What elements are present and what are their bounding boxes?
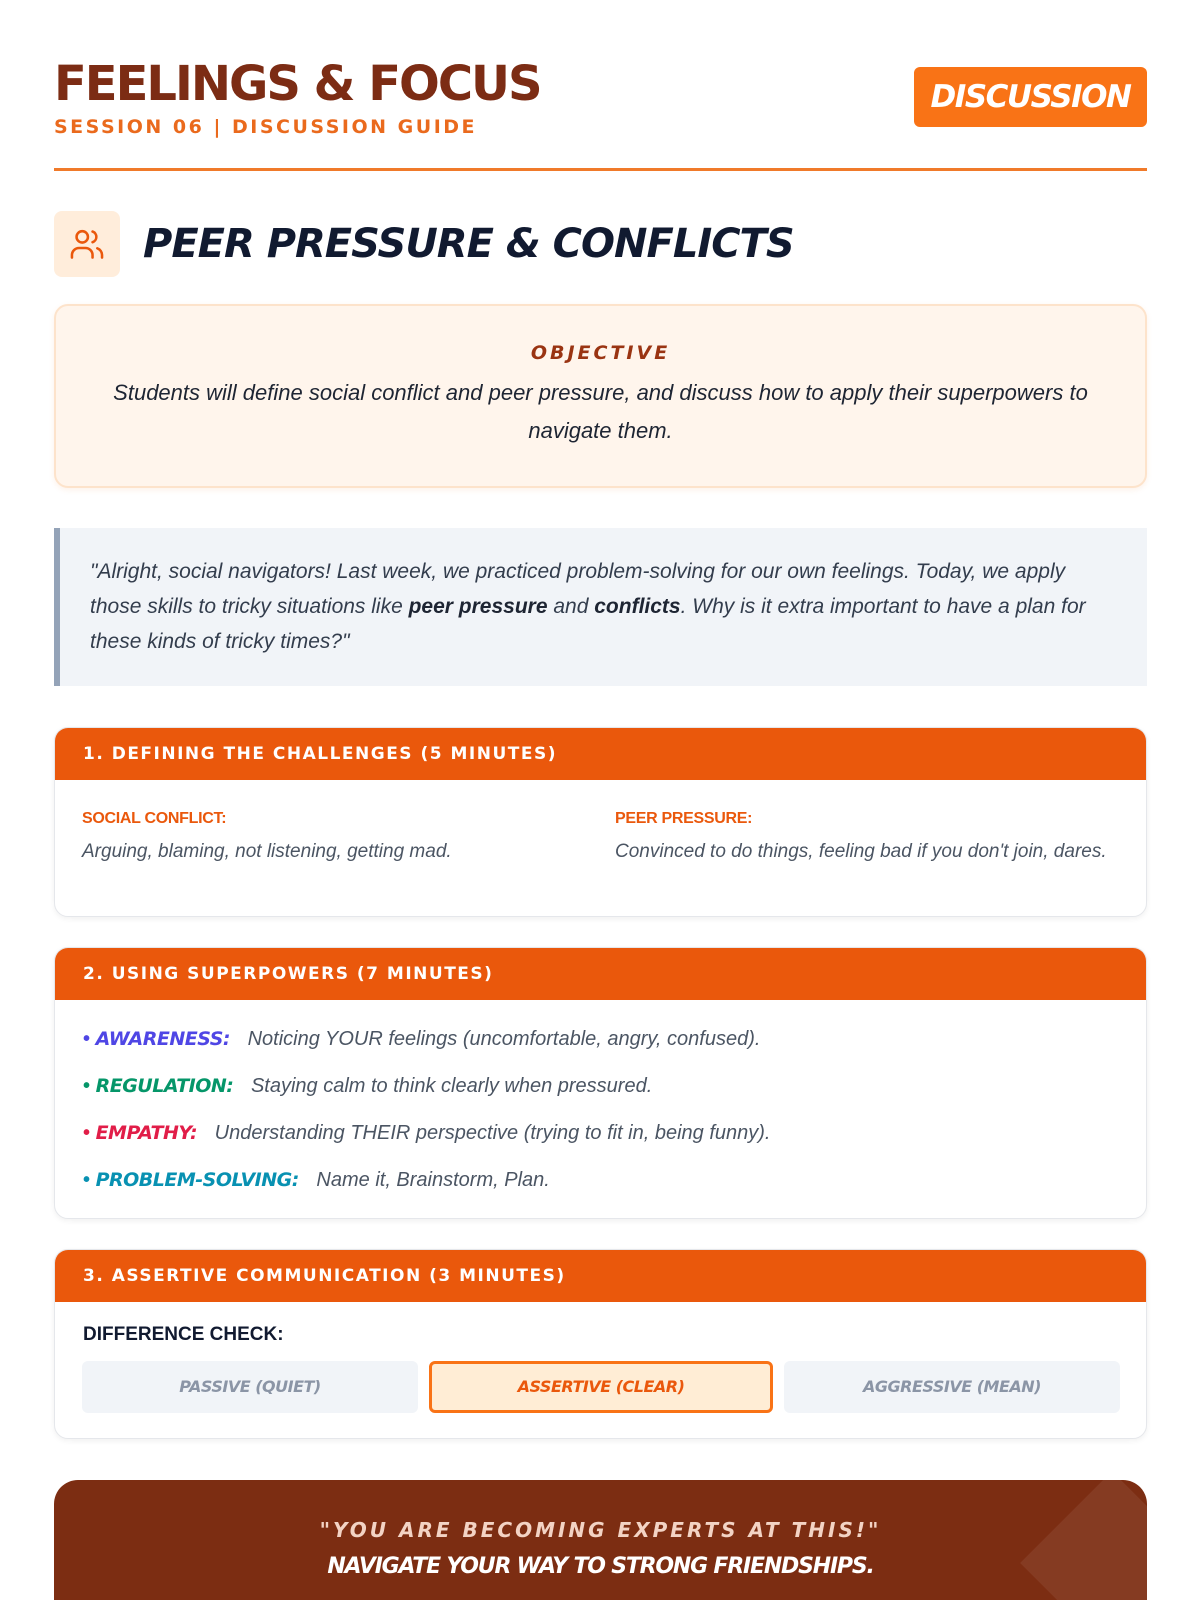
page-title: FEELINGS & FOCUS xyxy=(54,56,541,112)
page-subtitle: SESSION 06 | DISCUSSION GUIDE xyxy=(54,116,478,138)
section-superpowers xyxy=(54,947,1147,1219)
superpower-name: REGULATION: xyxy=(95,1075,234,1097)
bullet: • xyxy=(83,1028,91,1050)
superpower-problem-solving xyxy=(83,1165,1118,1212)
footer-quote: "YOU ARE BECOMING EXPERTS AT THIS!" xyxy=(319,1518,882,1542)
superpower-desc: Understanding THEIR perspective (trying to fit in, being funny). xyxy=(214,1122,771,1144)
definition-title: PEER PRESSURE: xyxy=(615,810,753,827)
section-heading: 1. DEFINING THE CHALLENGES (5 MINUTES) xyxy=(55,728,1146,780)
section-assertive xyxy=(54,1249,1147,1439)
quote-text: . Why is it extra important to have a plan for these kinds of tricky times?" xyxy=(90,595,1086,653)
quote-text: "Alright, social navigators! Last week, we practiced problem-solving for our own feelings. Today, we apply those skills to tricky situations like xyxy=(90,560,1066,618)
superpower-desc: Noticing YOUR feelings (uncomfortable, angry, confused). xyxy=(247,1028,761,1050)
superpower-list xyxy=(55,1000,1146,1212)
intro-quote xyxy=(54,528,1147,686)
superpower-desc: Staying calm to think clearly when pressured. xyxy=(250,1075,653,1097)
bullet: • xyxy=(83,1122,91,1144)
quote-emphasis-peer-pressure: peer pressure xyxy=(408,595,548,618)
definition-title: SOCIAL CONFLICT: xyxy=(82,810,227,827)
quote-text: and xyxy=(547,595,595,618)
option-aggressive[interactable]: AGGRESSIVE (MEAN) xyxy=(784,1361,1120,1413)
section-heading: 3. ASSERTIVE COMMUNICATION (3 MINUTES) xyxy=(55,1250,1146,1302)
definition-peer-pressure xyxy=(615,810,1115,865)
superpower-empathy xyxy=(83,1118,1118,1165)
definition-social-conflict xyxy=(82,810,582,865)
objective-label: OBJECTIVE xyxy=(530,342,671,364)
superpower-awareness xyxy=(83,1024,1118,1071)
discussion-badge: DISCUSSION xyxy=(914,67,1147,127)
objective-box xyxy=(54,304,1147,488)
quote-emphasis-conflicts: conflicts xyxy=(594,595,681,618)
page-header xyxy=(54,56,1147,171)
definition-text: Convinced to do things, feeling bad if you don't join, dares. xyxy=(615,841,1107,862)
superpower-name: PROBLEM-SOLVING: xyxy=(95,1169,299,1191)
superpower-desc: Name it, Brainstorm, Plan. xyxy=(316,1169,550,1191)
option-assertive[interactable]: ASSERTIVE (CLEAR) xyxy=(429,1361,773,1413)
definition-text: Arguing, blaming, not listening, getting mad. xyxy=(82,841,452,862)
superpower-name: EMPATHY: xyxy=(95,1122,198,1144)
footer-banner xyxy=(54,1480,1147,1600)
objective-text: Students will define social conflict and peer pressure, and discuss how to apply their superpowers to navigate them. xyxy=(113,380,1088,443)
users-icon xyxy=(54,211,120,277)
superpower-name: AWARENESS: xyxy=(95,1028,231,1050)
section-heading: 2. USING SUPERPOWERS (7 MINUTES) xyxy=(55,948,1146,1000)
bullet: • xyxy=(83,1075,91,1097)
option-passive[interactable]: PASSIVE (QUIET) xyxy=(82,1361,418,1413)
topic-title: PEER PRESSURE & CONFLICTS xyxy=(143,221,794,267)
section-challenges xyxy=(54,727,1147,917)
bullet: • xyxy=(83,1169,91,1191)
difference-check-label: DIFFERENCE CHECK: xyxy=(83,1324,284,1345)
footer-tagline: NAVIGATE YOUR WAY TO STRONG FRIENDSHIPS. xyxy=(327,1554,874,1579)
superpower-regulation xyxy=(83,1071,1118,1118)
